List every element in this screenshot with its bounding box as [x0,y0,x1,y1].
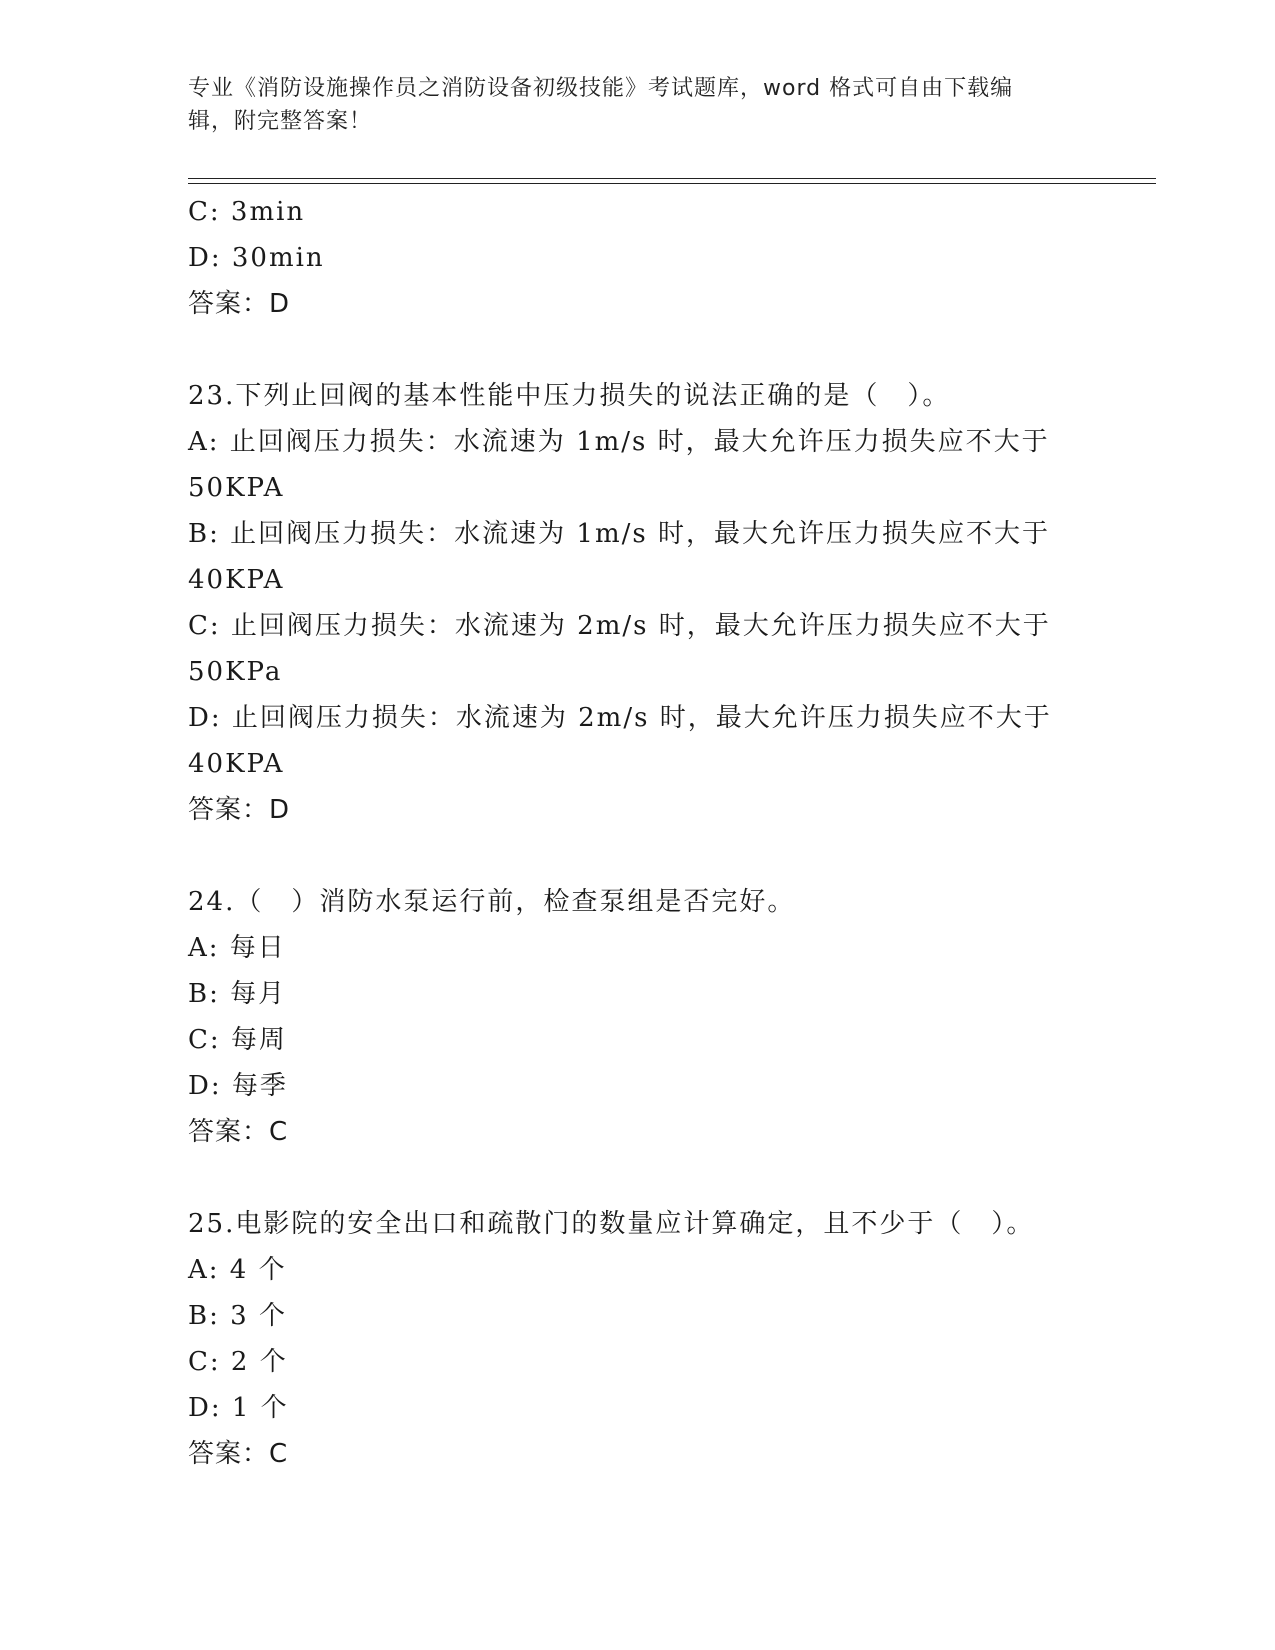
answer: 答案：C [188,1439,289,1469]
option-c-continued: 50KPa [188,657,283,687]
header-line-1: 专业《消防设施操作员之消防设备初级技能》考试题库，word 格式可自由下载编 [188,76,1014,101]
question-22-tail [188,189,1088,327]
question-text: 25.电影院的安全出口和疏散门的数量应计算确定，且不少于（ ）。 [188,1209,1035,1239]
option-d: D: 每季 [188,1071,288,1101]
header-divider-bottom [188,183,1156,184]
spacer [188,1155,1088,1201]
option-a: A: 4 个 [188,1255,287,1285]
answer: 答案：C [188,1117,289,1147]
option-b: B: 止回阀压力损失：水流速为 1m/s 时，最大允许压力损失应不大于 [188,519,1050,549]
option-a: A: 每日 [188,933,286,963]
option-d-continued: 40KPA [188,749,285,779]
header-divider-top [188,178,1156,179]
option-b: B: 3 个 [188,1301,287,1331]
question-24 [188,879,1088,1155]
option-c: C: 2 个 [188,1347,288,1377]
spacer [188,833,1088,879]
option-d: D: 30min [188,243,325,273]
option-a-continued: 50KPA [188,473,285,503]
header-line-2: 辑，附完整答案！ [188,109,373,134]
option-c: C: 每周 [188,1025,287,1055]
option-c: C: 3min [188,197,306,227]
option-a: A: 止回阀压力损失：水流速为 1m/s 时，最大允许压力损失应不大于 [188,427,1050,457]
answer: 答案：D [188,289,291,319]
question-list [188,189,1088,1477]
option-b: B: 每月 [188,979,287,1009]
option-c: C: 止回阀压力损失：水流速为 2m/s 时，最大允许压力损失应不大于 [188,611,1051,641]
question-text: 23.下列止回阀的基本性能中压力损失的说法正确的是（ ）。 [188,381,951,411]
option-d: D: 1 个 [188,1393,289,1423]
option-b-continued: 40KPA [188,565,285,595]
question-text: 24.（ ）消防水泵运行前，检查泵组是否完好。 [188,887,796,917]
question-25 [188,1201,1088,1477]
document-header [188,72,1088,138]
answer: 答案：D [188,795,291,825]
option-d: D: 止回阀压力损失：水流速为 2m/s 时，最大允许压力损失应不大于 [188,703,1052,733]
question-23 [188,373,1088,833]
spacer [188,327,1088,373]
